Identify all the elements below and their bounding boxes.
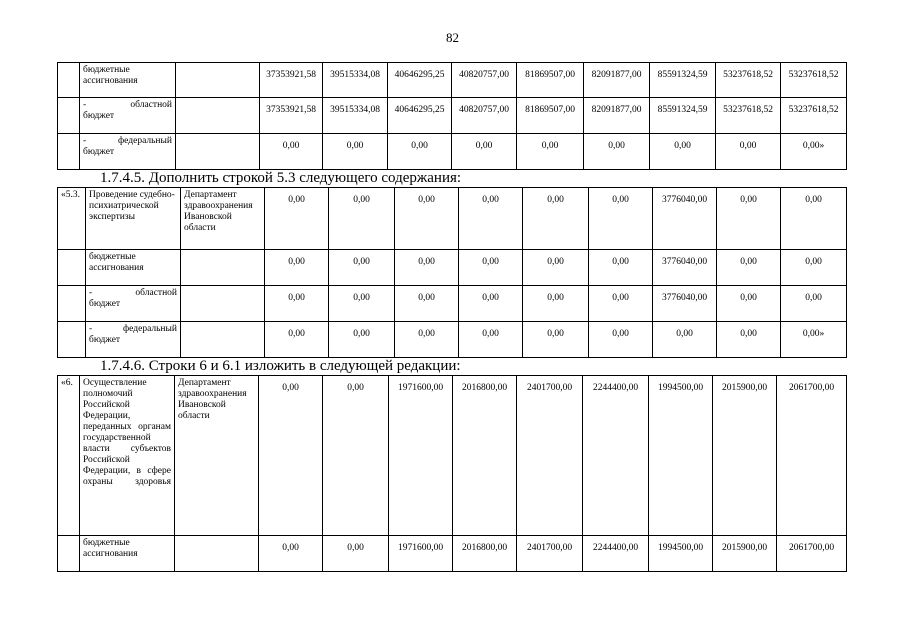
table-row: - областной бюджет 37353921,58 39515334,08 40646295,25 40820757,00 81869507,00 82091877,00 85591324,59 53237618,52 53237618,52 xyxy=(58,98,847,134)
table-row: бюджетные ассигнования 37353921,58 39515334,08 40646295,25 40820757,00 81869507,00 82091877,00 85591324,59 53237618,52 53237618,52 xyxy=(58,63,847,98)
page-number: 82 xyxy=(446,30,459,45)
row-number: «5.3. xyxy=(58,188,86,250)
row-executor: Департамент здравоохранения Ивановской области xyxy=(181,188,265,250)
row-executor: Департамент здравоохранения Ивановской области xyxy=(175,376,259,536)
section-heading-6: 1.7.4.6. Строки 6 и 6.1 изложить в следующей редакции: xyxy=(100,358,461,374)
table-row: «6. Осуществление полномочий Российской Федерации, переданных органам государственной власти субъектов Российской Федерации, в сфере охраны здоровья Департамент здравоохранения Ивановской области 0,00 0,00 1971600,00 2016800,00 2401700,00 2244400,00 1994500,00 2015900,00 2061700,00 xyxy=(58,376,847,536)
table-row: бюджетные ассигнования 0,00 0,00 1971600,00 2016800,00 2401700,00 2244400,00 1994500,00 2015900,00 2061700,00 xyxy=(58,536,847,572)
budget-table-row-6 xyxy=(57,375,847,572)
row-name: Осуществление полномочий Российской Федерации, переданных органам государственной власти субъектов Российской Федерации, в сфере охраны здоровья xyxy=(80,376,175,536)
section-heading-5-3: 1.7.4.5. Дополнить строкой 5.3 следующего содержания: xyxy=(100,170,462,186)
budget-table-row-5-3 xyxy=(57,187,847,358)
row-label: бюджетные ассигнования xyxy=(80,63,176,98)
row-label: бюджетные ассигнования xyxy=(80,536,175,572)
budget-table-continued xyxy=(57,62,847,170)
table-row: - федеральный бюджет 0,00 0,00 0,00 0,00 0,00 0,00 0,00 0,00 0,00» xyxy=(58,134,847,170)
row-label: - федеральный бюджет xyxy=(86,322,181,358)
row-label: бюджетные ассигнования xyxy=(86,250,181,286)
row-label: - областной бюджет xyxy=(86,286,181,322)
table-row: «5.3. Проведение судебно-психиатрической экспертизы Департамент здравоохранения Ивановской области 0,00 0,00 0,00 0,00 0,00 0,00 3776040,00 0,00 0,00 xyxy=(58,188,847,250)
row-label: - федеральный бюджет xyxy=(80,134,176,170)
table-row: - федеральный бюджет 0,00 0,00 0,00 0,00 0,00 0,00 0,00 0,00 0,00» xyxy=(58,322,847,358)
row-name: Проведение судебно-психиатрической экспертизы xyxy=(86,188,181,250)
row-number: «6. xyxy=(58,376,80,536)
table-row: бюджетные ассигнования 0,00 0,00 0,00 0,00 0,00 0,00 3776040,00 0,00 0,00 xyxy=(58,250,847,286)
row-label: - областной бюджет xyxy=(80,98,176,134)
table-row: - областной бюджет 0,00 0,00 0,00 0,00 0,00 0,00 3776040,00 0,00 0,00 xyxy=(58,286,847,322)
